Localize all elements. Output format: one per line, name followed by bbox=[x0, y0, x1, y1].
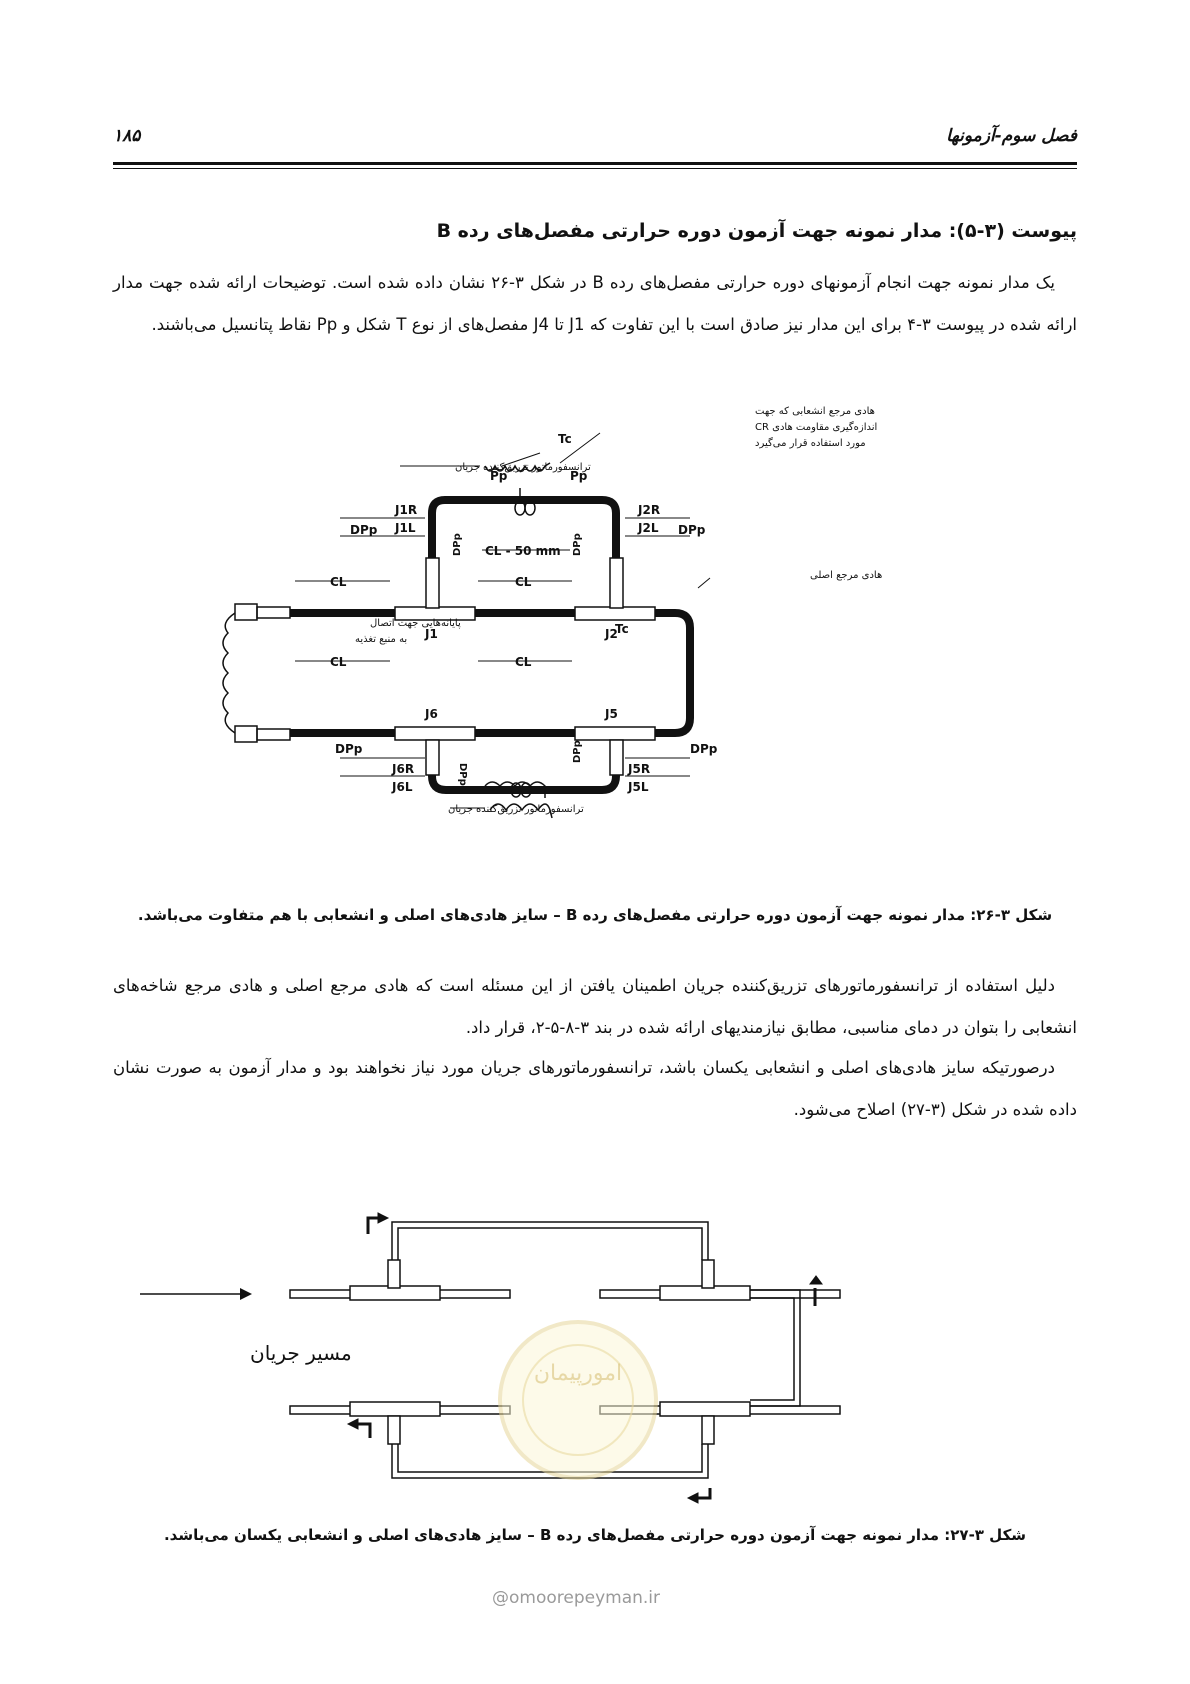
label-cl-b: CL bbox=[515, 575, 532, 589]
label-main-ref: هادی مرجع اصلی bbox=[810, 570, 883, 581]
label-pp-left: Pp bbox=[490, 469, 508, 483]
label-dpp-v2: DPp bbox=[572, 533, 583, 556]
figure-3-26-circuit bbox=[220, 406, 920, 888]
label-j6r: J6R bbox=[392, 762, 415, 776]
label-branch-ref-2: اندازه‌گیری مقاومت هادی CR bbox=[755, 422, 878, 433]
label-dpp-v4: DPp bbox=[572, 740, 583, 763]
label-branch-ref-3: مورد استفاده قرار می‌گیرد bbox=[755, 438, 866, 449]
page-number: ۱۸۵ bbox=[113, 126, 141, 146]
site-watermark: @omoorepeyman.ir bbox=[492, 1588, 661, 1608]
label-j5: J5 bbox=[605, 707, 618, 721]
label-cl-50: CL - 50 mm bbox=[485, 544, 561, 558]
paragraph-1: یک مدار نمونه جهت انجام آزمونهای دوره حرارتی مفصل‌های رده B در شکل ۳-۲۶ نشان داده شده است. توضیحات ارائه شده جهت مدار ارائه شده در پیوست ۳-۴ برای این مدار نیز صادق است با این تفاوت که J1 تا J4 مفصل‌های از نوع T شکل و Pp نقاط پتانسیل می‌باشند. bbox=[113, 273, 1077, 334]
label-j5r: J5R bbox=[628, 762, 651, 776]
label-tc-right: Tc bbox=[615, 622, 629, 636]
label-j6l: J6L bbox=[392, 780, 413, 794]
current-path-label: مسیر جریان bbox=[250, 1341, 352, 1365]
label-dpp-tl: DPp bbox=[350, 523, 378, 537]
page-header bbox=[113, 126, 1077, 156]
label-tc-top: Tc bbox=[558, 432, 572, 446]
label-cl-c: CL bbox=[330, 655, 347, 669]
label-cl-d: CL bbox=[515, 655, 532, 669]
seal-text: امورپیمان bbox=[533, 1361, 623, 1386]
label-j2l: J2L bbox=[638, 521, 659, 535]
label-dpp-v3: DPp bbox=[457, 763, 468, 786]
label-injection-bottom: ترانسفورماتور تزریق‌کننده جریان bbox=[448, 804, 584, 815]
label-j5l: J5L bbox=[628, 780, 649, 794]
label-j1: J1 bbox=[425, 627, 438, 641]
seal-watermark bbox=[493, 1310, 663, 1490]
label-injection-top: ترانسفورماتور تزریق‌کننده جریان bbox=[455, 462, 591, 473]
label-dpp-br: DPp bbox=[690, 742, 718, 756]
header-rule-thin bbox=[113, 168, 1077, 169]
chapter-title: فصل سوم-آزمونها bbox=[946, 126, 1077, 146]
paragraph-3: درصورتیکه سایز هادی‌های اصلی و انشعابی یکسان باشد، ترانسفورماتورهای جریان مورد نیاز نخواهند بود و مدار آزمون به صورت نشان داده شده در شکل (۳-۲۷) اصلاح می‌شود. bbox=[113, 1058, 1077, 1119]
label-dpp-tr: DPp bbox=[678, 523, 706, 537]
section-heading: پیوست (۳-۵): مدار نمونه جهت آزمون دوره حرارتی مفصل‌های رده B bbox=[436, 220, 1077, 242]
header-rule bbox=[113, 162, 1077, 165]
label-j1l: J1L bbox=[395, 521, 416, 535]
label-j6: J6 bbox=[425, 707, 438, 721]
figure-1-caption: شکل ۳-۲۶: مدار نمونه جهت آزمون دوره حرارتی مفصل‌های رده B – سایز هادی‌های اصلی و انشعابی با هم متفاوت می‌باشد. bbox=[137, 906, 1053, 924]
label-pp-right: Pp bbox=[570, 469, 588, 483]
label-branch-ref-1: هادی مرجع انشعابی که جهت bbox=[755, 406, 875, 417]
label-terminals-2: به منبع تغذیه bbox=[355, 634, 408, 645]
paragraph-2: دلیل استفاده از ترانسفورماتورهای تزریق‌کننده جریان اطمینان یافتن از این مسئله است که هادی مرجع اصلی و هادی مرجع شاخه‌های انشعابی را بتوان در دمای مناسبی، مطابق نیازمندیهای ارائه شده در بند ۳-۸-۵-۲، قرار داد. bbox=[113, 976, 1077, 1037]
label-j2: J2 bbox=[605, 627, 618, 641]
label-j1r: J1R bbox=[395, 503, 418, 517]
label-j2r: J2R bbox=[638, 503, 661, 517]
label-cl-a: CL bbox=[330, 575, 347, 589]
label-dpp-bl: DPp bbox=[335, 742, 363, 756]
label-terminals-1: پایانه‌هایی جهت اتصال bbox=[370, 618, 461, 629]
label-dpp-v1: DPp bbox=[452, 533, 463, 556]
figure-2-caption: شکل ۳-۲۷: مدار نمونه جهت آزمون دوره حرارتی مفصل‌های رده B – سایز هادی‌های اصلی و انشعابی یکسان می‌باشد. bbox=[163, 1526, 1027, 1544]
